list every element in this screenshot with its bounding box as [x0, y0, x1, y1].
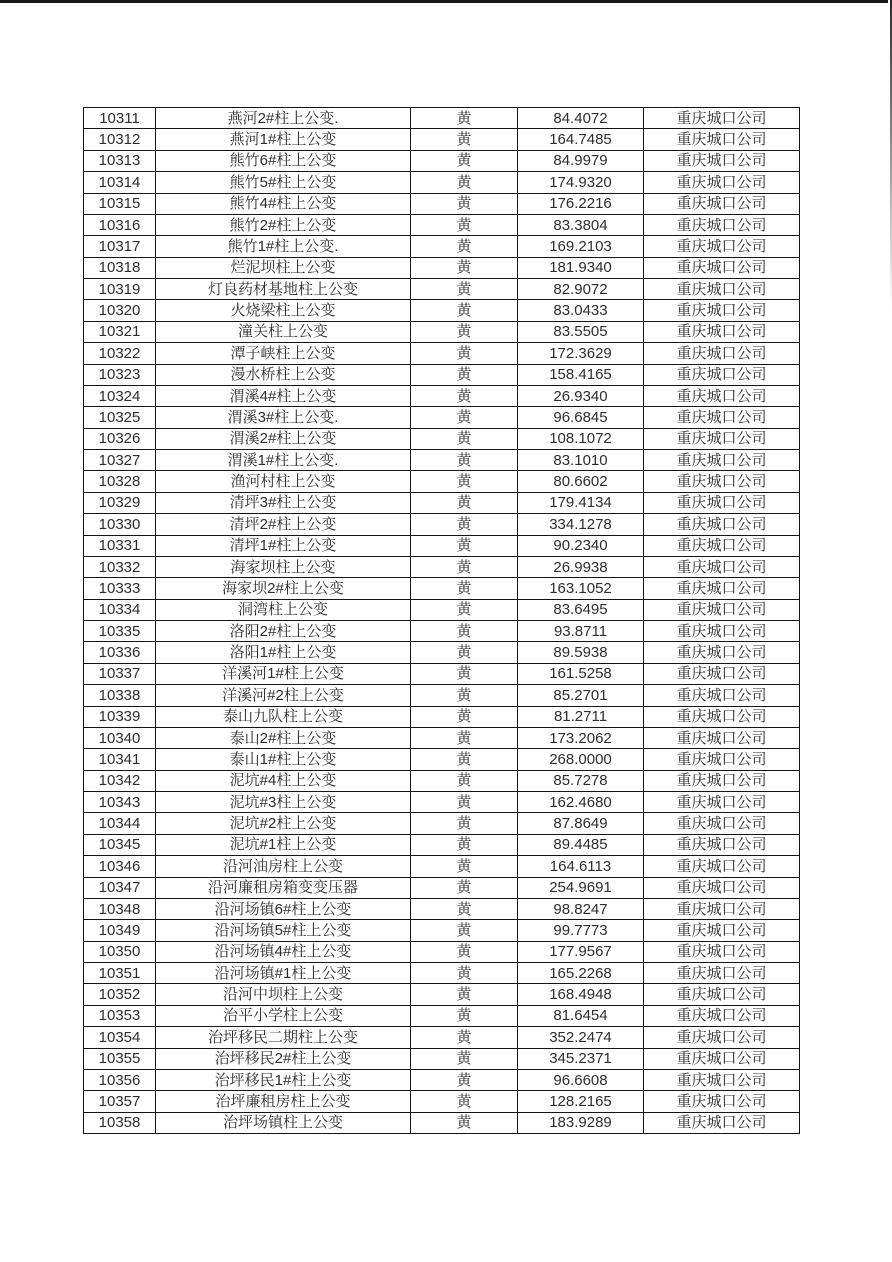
- row-id-cell: 10335: [84, 621, 156, 642]
- table-row: [84, 813, 800, 834]
- row-id-cell: 10350: [84, 941, 156, 962]
- row-company-cell: 重庆城口公司: [644, 214, 800, 235]
- row-value-cell: 158.4165: [518, 364, 644, 385]
- table-row: [84, 599, 800, 620]
- row-name-cell: 熊竹2#柱上公变: [156, 214, 411, 235]
- row-company-cell: 重庆城口公司: [644, 642, 800, 663]
- table-row: [84, 1112, 800, 1133]
- table-row: [84, 1027, 800, 1048]
- row-flag-cell: 黄: [411, 941, 518, 962]
- row-value-cell: 83.1010: [518, 450, 644, 471]
- row-company-cell: 重庆城口公司: [644, 1005, 800, 1026]
- row-company-cell: 重庆城口公司: [644, 941, 800, 962]
- row-company-cell: 重庆城口公司: [644, 1069, 800, 1090]
- row-flag-cell: 黄: [411, 385, 518, 406]
- row-value-cell: 26.9938: [518, 556, 644, 577]
- row-value-cell: 96.6608: [518, 1069, 644, 1090]
- row-value-cell: 81.6454: [518, 1005, 644, 1026]
- row-flag-cell: 黄: [411, 792, 518, 813]
- row-value-cell: 168.4948: [518, 984, 644, 1005]
- row-value-cell: 82.9072: [518, 279, 644, 300]
- row-value-cell: 169.2103: [518, 236, 644, 257]
- row-value-cell: 83.0433: [518, 300, 644, 321]
- table-row: [84, 984, 800, 1005]
- row-name-cell: 沿河场镇5#柱上公变: [156, 920, 411, 941]
- row-value-cell: 81.2711: [518, 706, 644, 727]
- row-flag-cell: 黄: [411, 108, 518, 129]
- row-company-cell: 重庆城口公司: [644, 321, 800, 342]
- row-name-cell: 海家坝柱上公变: [156, 556, 411, 577]
- row-value-cell: 174.9320: [518, 172, 644, 193]
- row-value-cell: 87.8649: [518, 813, 644, 834]
- table-row: [84, 621, 800, 642]
- row-id-cell: 10314: [84, 172, 156, 193]
- row-id-cell: 10348: [84, 898, 156, 919]
- row-flag-cell: 黄: [411, 129, 518, 150]
- row-company-cell: 重庆城口公司: [644, 364, 800, 385]
- row-company-cell: 重庆城口公司: [644, 257, 800, 278]
- row-id-cell: 10331: [84, 535, 156, 556]
- row-flag-cell: 黄: [411, 471, 518, 492]
- row-value-cell: 352.2474: [518, 1027, 644, 1048]
- row-id-cell: 10322: [84, 343, 156, 364]
- row-name-cell: 沿河场镇6#柱上公变: [156, 898, 411, 919]
- row-company-cell: 重庆城口公司: [644, 172, 800, 193]
- row-value-cell: 80.6602: [518, 471, 644, 492]
- row-flag-cell: 黄: [411, 642, 518, 663]
- row-company-cell: 重庆城口公司: [644, 236, 800, 257]
- row-name-cell: 洋溪河#2柱上公变: [156, 685, 411, 706]
- row-id-cell: 10323: [84, 364, 156, 385]
- row-company-cell: 重庆城口公司: [644, 514, 800, 535]
- row-company-cell: 重庆城口公司: [644, 1091, 800, 1112]
- row-flag-cell: 黄: [411, 214, 518, 235]
- row-name-cell: 泥坑#4柱上公变: [156, 770, 411, 791]
- row-id-cell: 10345: [84, 834, 156, 855]
- table-row: [84, 663, 800, 684]
- row-name-cell: 治坪场镇柱上公变: [156, 1112, 411, 1133]
- row-id-cell: 10352: [84, 984, 156, 1005]
- row-id-cell: 10324: [84, 385, 156, 406]
- row-company-cell: 重庆城口公司: [644, 984, 800, 1005]
- row-name-cell: 沿河油房柱上公变: [156, 856, 411, 877]
- row-value-cell: 164.7485: [518, 129, 644, 150]
- table-row: [84, 150, 800, 171]
- row-company-cell: 重庆城口公司: [644, 813, 800, 834]
- row-flag-cell: 黄: [411, 450, 518, 471]
- row-company-cell: 重庆城口公司: [644, 599, 800, 620]
- table-row: [84, 941, 800, 962]
- row-flag-cell: 黄: [411, 834, 518, 855]
- row-flag-cell: 黄: [411, 770, 518, 791]
- table-row: [84, 1091, 800, 1112]
- row-flag-cell: 黄: [411, 663, 518, 684]
- row-flag-cell: 黄: [411, 257, 518, 278]
- row-id-cell: 10353: [84, 1005, 156, 1026]
- row-name-cell: 洛阳2#柱上公变: [156, 621, 411, 642]
- row-flag-cell: 黄: [411, 1005, 518, 1026]
- table-row: [84, 1048, 800, 1069]
- row-value-cell: 85.7278: [518, 770, 644, 791]
- table-row: [84, 407, 800, 428]
- row-value-cell: 93.8711: [518, 621, 644, 642]
- table-row: [84, 492, 800, 513]
- table-row: [84, 279, 800, 300]
- row-name-cell: 熊竹5#柱上公变: [156, 172, 411, 193]
- row-company-cell: 重庆城口公司: [644, 727, 800, 748]
- row-name-cell: 治平小学柱上公变: [156, 1005, 411, 1026]
- row-name-cell: 泰山1#柱上公变: [156, 749, 411, 770]
- row-id-cell: 10342: [84, 770, 156, 791]
- row-value-cell: 108.1072: [518, 428, 644, 449]
- table-row: [84, 856, 800, 877]
- row-flag-cell: 黄: [411, 599, 518, 620]
- row-id-cell: 10318: [84, 257, 156, 278]
- row-flag-cell: 黄: [411, 1112, 518, 1133]
- row-value-cell: 26.9340: [518, 385, 644, 406]
- row-value-cell: 84.4072: [518, 108, 644, 129]
- row-flag-cell: 黄: [411, 856, 518, 877]
- row-flag-cell: 黄: [411, 984, 518, 1005]
- row-name-cell: 泥坑#3柱上公变: [156, 792, 411, 813]
- table-row: [84, 535, 800, 556]
- row-company-cell: 重庆城口公司: [644, 663, 800, 684]
- row-name-cell: 洛阳1#柱上公变: [156, 642, 411, 663]
- row-name-cell: 泰山2#柱上公变: [156, 727, 411, 748]
- row-id-cell: 10349: [84, 920, 156, 941]
- row-value-cell: 164.6113: [518, 856, 644, 877]
- table-row: [84, 193, 800, 214]
- row-value-cell: 96.6845: [518, 407, 644, 428]
- row-flag-cell: 黄: [411, 749, 518, 770]
- row-name-cell: 渭溪3#柱上公变.: [156, 407, 411, 428]
- row-id-cell: 10311: [84, 108, 156, 129]
- row-name-cell: 沿河场镇#1柱上公变: [156, 963, 411, 984]
- row-value-cell: 173.2062: [518, 727, 644, 748]
- row-flag-cell: 黄: [411, 321, 518, 342]
- table-row: [84, 685, 800, 706]
- row-value-cell: 254.9691: [518, 877, 644, 898]
- row-value-cell: 161.5258: [518, 663, 644, 684]
- row-flag-cell: 黄: [411, 685, 518, 706]
- row-value-cell: 345.2371: [518, 1048, 644, 1069]
- row-name-cell: 潭子峡柱上公变: [156, 343, 411, 364]
- row-value-cell: 83.6495: [518, 599, 644, 620]
- table-row: [84, 129, 800, 150]
- row-name-cell: 燕河2#柱上公变.: [156, 108, 411, 129]
- row-flag-cell: 黄: [411, 236, 518, 257]
- row-company-cell: 重庆城口公司: [644, 300, 800, 321]
- row-value-cell: 98.8247: [518, 898, 644, 919]
- table-row: [84, 364, 800, 385]
- row-value-cell: 179.4134: [518, 492, 644, 513]
- row-company-cell: 重庆城口公司: [644, 920, 800, 941]
- row-name-cell: 渔河村柱上公变: [156, 471, 411, 492]
- row-company-cell: 重庆城口公司: [644, 1112, 800, 1133]
- row-company-cell: 重庆城口公司: [644, 492, 800, 513]
- row-value-cell: 163.1052: [518, 578, 644, 599]
- table-row: [84, 214, 800, 235]
- table-row: [84, 792, 800, 813]
- row-value-cell: 268.0000: [518, 749, 644, 770]
- row-value-cell: 334.1278: [518, 514, 644, 535]
- table-row: [84, 236, 800, 257]
- row-value-cell: 176.2216: [518, 193, 644, 214]
- row-company-cell: 重庆城口公司: [644, 129, 800, 150]
- row-flag-cell: 黄: [411, 150, 518, 171]
- row-company-cell: 重庆城口公司: [644, 535, 800, 556]
- row-company-cell: 重庆城口公司: [644, 1048, 800, 1069]
- row-flag-cell: 黄: [411, 1027, 518, 1048]
- row-id-cell: 10325: [84, 407, 156, 428]
- row-id-cell: 10344: [84, 813, 156, 834]
- row-name-cell: 熊竹4#柱上公变: [156, 193, 411, 214]
- row-company-cell: 重庆城口公司: [644, 963, 800, 984]
- row-id-cell: 10315: [84, 193, 156, 214]
- row-company-cell: 重庆城口公司: [644, 792, 800, 813]
- row-value-cell: 83.5505: [518, 321, 644, 342]
- row-name-cell: 潼关柱上公变: [156, 321, 411, 342]
- row-id-cell: 10320: [84, 300, 156, 321]
- row-name-cell: 洞湾柱上公变: [156, 599, 411, 620]
- row-value-cell: 84.9979: [518, 150, 644, 171]
- row-company-cell: 重庆城口公司: [644, 279, 800, 300]
- row-flag-cell: 黄: [411, 920, 518, 941]
- row-company-cell: 重庆城口公司: [644, 685, 800, 706]
- row-flag-cell: 黄: [411, 364, 518, 385]
- row-value-cell: 90.2340: [518, 535, 644, 556]
- table-row: [84, 877, 800, 898]
- row-company-cell: 重庆城口公司: [644, 770, 800, 791]
- page-top-edge-artifact: [0, 0, 888, 3]
- row-company-cell: 重庆城口公司: [644, 407, 800, 428]
- row-id-cell: 10336: [84, 642, 156, 663]
- row-id-cell: 10313: [84, 150, 156, 171]
- row-name-cell: 漫水桥柱上公变: [156, 364, 411, 385]
- table-row: [84, 920, 800, 941]
- row-id-cell: 10334: [84, 599, 156, 620]
- row-value-cell: 89.5938: [518, 642, 644, 663]
- row-company-cell: 重庆城口公司: [644, 749, 800, 770]
- row-flag-cell: 黄: [411, 621, 518, 642]
- table-row: [84, 172, 800, 193]
- row-flag-cell: 黄: [411, 898, 518, 919]
- row-name-cell: 沿河廉租房箱变变压器: [156, 877, 411, 898]
- table-row: [84, 749, 800, 770]
- table-row: [84, 834, 800, 855]
- row-flag-cell: 黄: [411, 813, 518, 834]
- table-row: [84, 300, 800, 321]
- row-name-cell: 渭溪2#柱上公变: [156, 428, 411, 449]
- row-name-cell: 熊竹6#柱上公变: [156, 150, 411, 171]
- row-value-cell: 183.9289: [518, 1112, 644, 1133]
- row-name-cell: 治坪移民1#柱上公变: [156, 1069, 411, 1090]
- row-flag-cell: 黄: [411, 300, 518, 321]
- row-name-cell: 火烧梁柱上公变: [156, 300, 411, 321]
- table-row: [84, 1005, 800, 1026]
- row-id-cell: 10343: [84, 792, 156, 813]
- table-row: [84, 321, 800, 342]
- row-company-cell: 重庆城口公司: [644, 108, 800, 129]
- row-flag-cell: 黄: [411, 556, 518, 577]
- row-company-cell: 重庆城口公司: [644, 706, 800, 727]
- row-company-cell: 重庆城口公司: [644, 385, 800, 406]
- table-row: [84, 578, 800, 599]
- row-flag-cell: 黄: [411, 407, 518, 428]
- row-name-cell: 洋溪河1#柱上公变: [156, 663, 411, 684]
- table-row: [84, 385, 800, 406]
- table-row: [84, 257, 800, 278]
- row-value-cell: 99.7773: [518, 920, 644, 941]
- row-id-cell: 10319: [84, 279, 156, 300]
- row-name-cell: 治坪廉租房柱上公变: [156, 1091, 411, 1112]
- row-id-cell: 10357: [84, 1091, 156, 1112]
- row-id-cell: 10341: [84, 749, 156, 770]
- row-value-cell: 85.2701: [518, 685, 644, 706]
- row-name-cell: 沿河场镇4#柱上公变: [156, 941, 411, 962]
- row-flag-cell: 黄: [411, 1069, 518, 1090]
- row-id-cell: 10339: [84, 706, 156, 727]
- table-row: [84, 963, 800, 984]
- row-id-cell: 10358: [84, 1112, 156, 1133]
- row-name-cell: 清坪1#柱上公变: [156, 535, 411, 556]
- row-flag-cell: 黄: [411, 706, 518, 727]
- row-id-cell: 10333: [84, 578, 156, 599]
- row-company-cell: 重庆城口公司: [644, 193, 800, 214]
- row-company-cell: 重庆城口公司: [644, 428, 800, 449]
- row-flag-cell: 黄: [411, 172, 518, 193]
- row-company-cell: 重庆城口公司: [644, 450, 800, 471]
- row-flag-cell: 黄: [411, 578, 518, 599]
- transformer-table-body: [84, 108, 800, 1134]
- table-row: [84, 727, 800, 748]
- row-company-cell: 重庆城口公司: [644, 834, 800, 855]
- row-name-cell: 渭溪4#柱上公变: [156, 385, 411, 406]
- row-name-cell: 治坪移民二期柱上公变: [156, 1027, 411, 1048]
- row-value-cell: 177.9567: [518, 941, 644, 962]
- row-value-cell: 83.3804: [518, 214, 644, 235]
- row-id-cell: 10351: [84, 963, 156, 984]
- row-id-cell: 10338: [84, 685, 156, 706]
- row-id-cell: 10312: [84, 129, 156, 150]
- row-id-cell: 10356: [84, 1069, 156, 1090]
- row-value-cell: 181.9340: [518, 257, 644, 278]
- row-company-cell: 重庆城口公司: [644, 877, 800, 898]
- row-flag-cell: 黄: [411, 963, 518, 984]
- row-value-cell: 165.2268: [518, 963, 644, 984]
- row-name-cell: 泥坑#2柱上公变: [156, 813, 411, 834]
- row-value-cell: 89.4485: [518, 834, 644, 855]
- row-id-cell: 10329: [84, 492, 156, 513]
- table-row: [84, 706, 800, 727]
- row-company-cell: 重庆城口公司: [644, 621, 800, 642]
- table-row: [84, 428, 800, 449]
- row-name-cell: 清坪3#柱上公变: [156, 492, 411, 513]
- row-value-cell: 162.4680: [518, 792, 644, 813]
- table-row: [84, 514, 800, 535]
- row-name-cell: 烂泥坝柱上公变: [156, 257, 411, 278]
- row-id-cell: 10321: [84, 321, 156, 342]
- row-name-cell: 泰山九队柱上公变: [156, 706, 411, 727]
- row-id-cell: 10328: [84, 471, 156, 492]
- row-company-cell: 重庆城口公司: [644, 471, 800, 492]
- row-flag-cell: 黄: [411, 343, 518, 364]
- row-company-cell: 重庆城口公司: [644, 856, 800, 877]
- row-id-cell: 10316: [84, 214, 156, 235]
- row-name-cell: 清坪2#柱上公变: [156, 514, 411, 535]
- table-row: [84, 1069, 800, 1090]
- row-id-cell: 10327: [84, 450, 156, 471]
- row-id-cell: 10326: [84, 428, 156, 449]
- row-flag-cell: 黄: [411, 1091, 518, 1112]
- table-row: [84, 108, 800, 129]
- row-flag-cell: 黄: [411, 535, 518, 556]
- table-row: [84, 770, 800, 791]
- row-company-cell: 重庆城口公司: [644, 1027, 800, 1048]
- table-row: [84, 898, 800, 919]
- row-name-cell: 灯良药材基地柱上公变: [156, 279, 411, 300]
- row-flag-cell: 黄: [411, 428, 518, 449]
- row-id-cell: 10330: [84, 514, 156, 535]
- row-name-cell: 泥坑#1柱上公变: [156, 834, 411, 855]
- row-company-cell: 重庆城口公司: [644, 150, 800, 171]
- row-flag-cell: 黄: [411, 279, 518, 300]
- row-company-cell: 重庆城口公司: [644, 556, 800, 577]
- table-row: [84, 343, 800, 364]
- table-row: [84, 556, 800, 577]
- row-company-cell: 重庆城口公司: [644, 343, 800, 364]
- row-flag-cell: 黄: [411, 727, 518, 748]
- row-id-cell: 10346: [84, 856, 156, 877]
- row-flag-cell: 黄: [411, 193, 518, 214]
- row-flag-cell: 黄: [411, 877, 518, 898]
- row-company-cell: 重庆城口公司: [644, 898, 800, 919]
- row-value-cell: 128.2165: [518, 1091, 644, 1112]
- row-name-cell: 海家坝2#柱上公变: [156, 578, 411, 599]
- table-row: [84, 642, 800, 663]
- row-name-cell: 沿河中坝柱上公变: [156, 984, 411, 1005]
- row-name-cell: 燕河1#柱上公变: [156, 129, 411, 150]
- row-flag-cell: 黄: [411, 492, 518, 513]
- row-id-cell: 10355: [84, 1048, 156, 1069]
- table-row: [84, 471, 800, 492]
- row-name-cell: 熊竹1#柱上公变.: [156, 236, 411, 257]
- row-name-cell: 治坪移民2#柱上公变: [156, 1048, 411, 1069]
- row-value-cell: 172.3629: [518, 343, 644, 364]
- row-id-cell: 10340: [84, 727, 156, 748]
- transformer-table: [83, 107, 800, 1134]
- row-flag-cell: 黄: [411, 1048, 518, 1069]
- table-row: [84, 450, 800, 471]
- row-id-cell: 10347: [84, 877, 156, 898]
- row-id-cell: 10317: [84, 236, 156, 257]
- row-flag-cell: 黄: [411, 514, 518, 535]
- row-name-cell: 渭溪1#柱上公变.: [156, 450, 411, 471]
- row-id-cell: 10337: [84, 663, 156, 684]
- row-id-cell: 10332: [84, 556, 156, 577]
- row-id-cell: 10354: [84, 1027, 156, 1048]
- row-company-cell: 重庆城口公司: [644, 578, 800, 599]
